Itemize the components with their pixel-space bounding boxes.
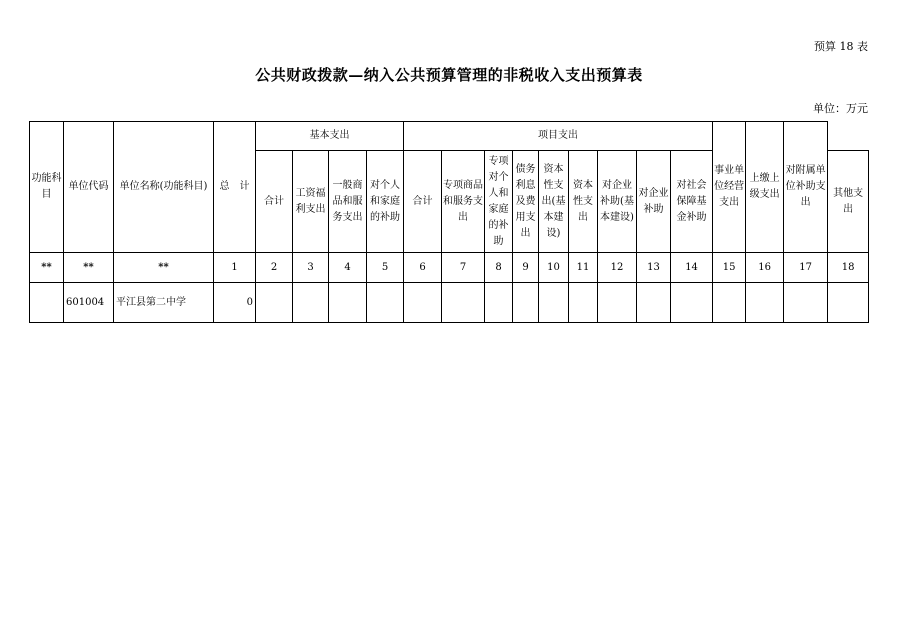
cell-unit-name: 平江县第二中学 bbox=[114, 283, 214, 323]
index-cell: 13 bbox=[637, 253, 671, 283]
index-cell: 2 bbox=[256, 253, 293, 283]
empty-cell bbox=[713, 283, 746, 323]
header-unit-code: 单位代码 bbox=[64, 122, 114, 253]
header-enterprise: 对企业补助 bbox=[637, 151, 671, 253]
empty-cell bbox=[746, 283, 784, 323]
cell-func bbox=[30, 283, 64, 323]
header-unit-name: 单位名称(功能科目) bbox=[114, 122, 214, 253]
header-basic: 基本支出 bbox=[256, 122, 404, 151]
empty-cell bbox=[598, 283, 637, 323]
index-cell: ** bbox=[30, 253, 64, 283]
index-cell: 7 bbox=[442, 253, 485, 283]
header-capital: 资本性支出 bbox=[569, 151, 598, 253]
form-number: 预算 18 表 bbox=[814, 40, 868, 53]
empty-cell bbox=[828, 283, 869, 323]
header-upper: 上缴上级支出 bbox=[746, 122, 784, 253]
header-basic-sum: 合计 bbox=[256, 151, 293, 253]
index-cell: 18 bbox=[828, 253, 869, 283]
header-affiliated: 对附属单位补助支出 bbox=[784, 122, 828, 253]
budget-table bbox=[29, 121, 869, 323]
index-cell: 3 bbox=[293, 253, 329, 283]
header-enterprise-construction: 对企业补助(基本建设) bbox=[598, 151, 637, 253]
header-func-subject: 功能科目 bbox=[30, 122, 64, 253]
header-debt-interest: 债务利息及费用支出 bbox=[513, 151, 539, 253]
index-cell: ** bbox=[64, 253, 114, 283]
index-cell: 6 bbox=[404, 253, 442, 283]
header-other: 其他支出 bbox=[828, 151, 869, 253]
header-to-individuals: 对个人和家庭的补助 bbox=[367, 151, 404, 253]
index-cell: 15 bbox=[713, 253, 746, 283]
empty-cell bbox=[637, 283, 671, 323]
index-row bbox=[30, 253, 869, 283]
header-capital-construction: 资本性支出(基本建设) bbox=[539, 151, 569, 253]
index-cell: 8 bbox=[485, 253, 513, 283]
empty-cell bbox=[671, 283, 713, 323]
empty-cell bbox=[513, 283, 539, 323]
empty-cell bbox=[404, 283, 442, 323]
index-cell: 5 bbox=[367, 253, 404, 283]
empty-cell bbox=[442, 283, 485, 323]
index-cell: 9 bbox=[513, 253, 539, 283]
header-project: 项目支出 bbox=[404, 122, 713, 151]
empty-cell bbox=[293, 283, 329, 323]
header-proj-sum: 合计 bbox=[404, 151, 442, 253]
index-cell: 17 bbox=[784, 253, 828, 283]
empty-cell bbox=[329, 283, 367, 323]
header-total: 总 计 bbox=[214, 122, 256, 253]
header-business: 事业单位经营支出 bbox=[713, 122, 746, 253]
empty-cell bbox=[256, 283, 293, 323]
table-row bbox=[30, 283, 869, 323]
empty-cell bbox=[485, 283, 513, 323]
index-cell: 16 bbox=[746, 253, 784, 283]
index-cell: 12 bbox=[598, 253, 637, 283]
cell-unit-code: 601004 bbox=[64, 283, 114, 323]
empty-cell bbox=[367, 283, 404, 323]
empty-cell bbox=[784, 283, 828, 323]
index-cell: 4 bbox=[329, 253, 367, 283]
header-social-security: 对社会保障基金补助 bbox=[671, 151, 713, 253]
empty-cell bbox=[569, 283, 598, 323]
header-goods-services: 一般商品和服务支出 bbox=[329, 151, 367, 253]
header-wage: 工资福利支出 bbox=[293, 151, 329, 253]
index-cell: ** bbox=[114, 253, 214, 283]
unit-label: 单位：万元 bbox=[813, 102, 868, 115]
header-proj-individuals: 专项对个人和家庭的补助 bbox=[485, 151, 513, 253]
index-cell: 1 bbox=[214, 253, 256, 283]
empty-cell bbox=[539, 283, 569, 323]
cell-total: 0 bbox=[214, 283, 256, 323]
index-cell: 14 bbox=[671, 253, 713, 283]
header-proj-goods: 专项商品和服务支出 bbox=[442, 151, 485, 253]
page-title: 公共财政拨款—纳入公共预算管理的非税收入支出预算表 bbox=[255, 66, 643, 84]
index-cell: 11 bbox=[569, 253, 598, 283]
index-cell: 10 bbox=[539, 253, 569, 283]
